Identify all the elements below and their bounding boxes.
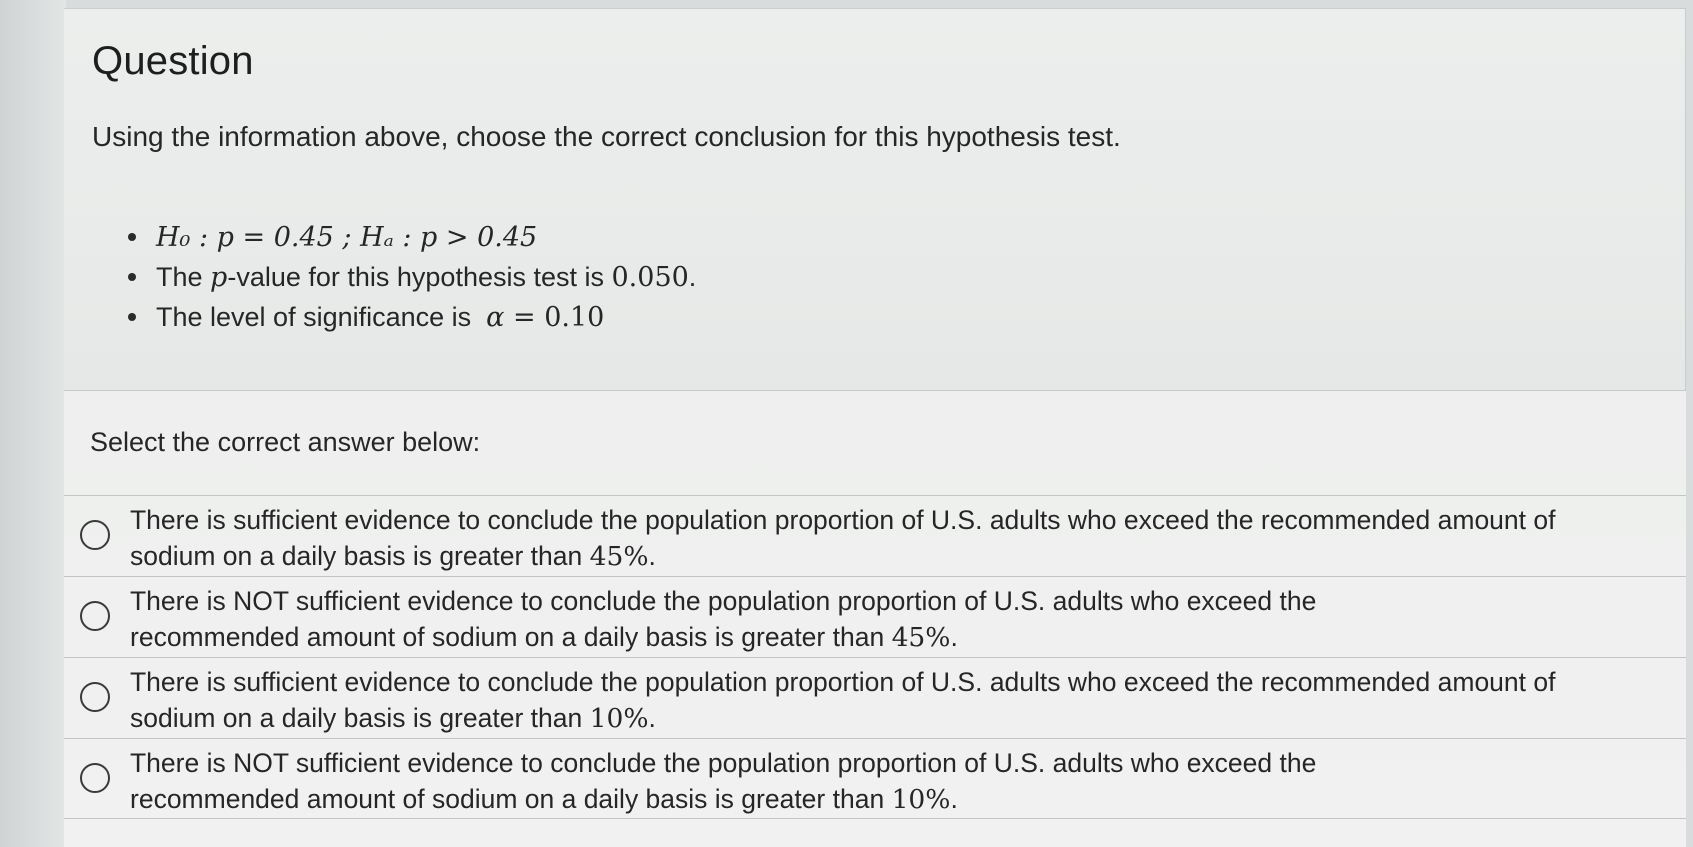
page-margin <box>0 0 66 847</box>
option-end: . <box>648 703 656 733</box>
hypotheses-expression: H₀ : p = 0.45 ; Hₐ : p > 0.45 <box>156 222 538 253</box>
pvalue-item <box>128 257 696 297</box>
hypotheses-item <box>128 217 696 257</box>
option-end: . <box>950 784 958 814</box>
select-answer-label: Select the correct answer below: <box>90 427 481 457</box>
bullet-icon <box>128 273 136 281</box>
option-statement: There is NOT sufficient evidence to conclude the population proportion of U.S. adults who exceed the recommended amount of sodium on a daily basis is greater than <box>130 586 1317 652</box>
alpha-prefix: The level of significance is <box>156 302 479 332</box>
alpha-value: 0.10 <box>544 302 605 333</box>
given-information-list <box>128 217 696 337</box>
pvalue-middle: -value for this hypothesis test is <box>227 262 612 292</box>
option-statement: There is sufficient evidence to conclude the population proportion of U.S. adults who exceed the recommended amount of sodium on a daily basis is greater than <box>130 667 1556 733</box>
alpha-expression: α = <box>486 302 545 333</box>
pvalue-variable: p <box>210 262 228 293</box>
alpha-item <box>128 297 696 337</box>
pvalue-prefix: The <box>156 262 211 292</box>
pvalue-value: 0.050 <box>611 262 689 293</box>
answer-option-1[interactable] <box>64 495 1686 576</box>
answer-options <box>64 495 1686 819</box>
pvalue-suffix: . <box>688 262 697 292</box>
option-end: . <box>950 622 958 652</box>
option-statement: There is NOT sufficient evidence to conclude the population proportion of U.S. adults who exceed the recommended amount of sodium on a daily basis is greater than <box>130 748 1317 814</box>
answer-option-text <box>130 583 1490 656</box>
answer-option-text <box>130 502 1610 575</box>
question-prompt: Using the information above, choose the correct conclusion for this hypothesis test. <box>92 121 1121 152</box>
bullet-icon <box>128 313 136 321</box>
answer-panel <box>64 390 1686 847</box>
answer-option-4[interactable] <box>64 738 1686 819</box>
question-panel <box>64 8 1686 390</box>
answer-option-text <box>130 745 1490 818</box>
option-percent: 10% <box>589 703 649 734</box>
option-percent: 10% <box>891 784 951 815</box>
option-percent: 45% <box>589 541 649 572</box>
answer-option-3[interactable] <box>64 657 1686 738</box>
radio-button-1[interactable] <box>80 520 110 550</box>
radio-button-2[interactable] <box>80 601 110 631</box>
option-end: . <box>648 541 656 571</box>
radio-button-3[interactable] <box>80 682 110 712</box>
option-percent: 45% <box>891 622 951 653</box>
bullet-icon <box>128 233 136 241</box>
option-statement: There is sufficient evidence to conclude the population proportion of U.S. adults who exceed the recommended amount of sodium on a daily basis is greater than <box>130 505 1556 571</box>
answer-option-text <box>130 664 1610 737</box>
radio-button-4[interactable] <box>80 763 110 793</box>
question-heading: Question <box>92 39 254 83</box>
answer-option-2[interactable] <box>64 576 1686 657</box>
